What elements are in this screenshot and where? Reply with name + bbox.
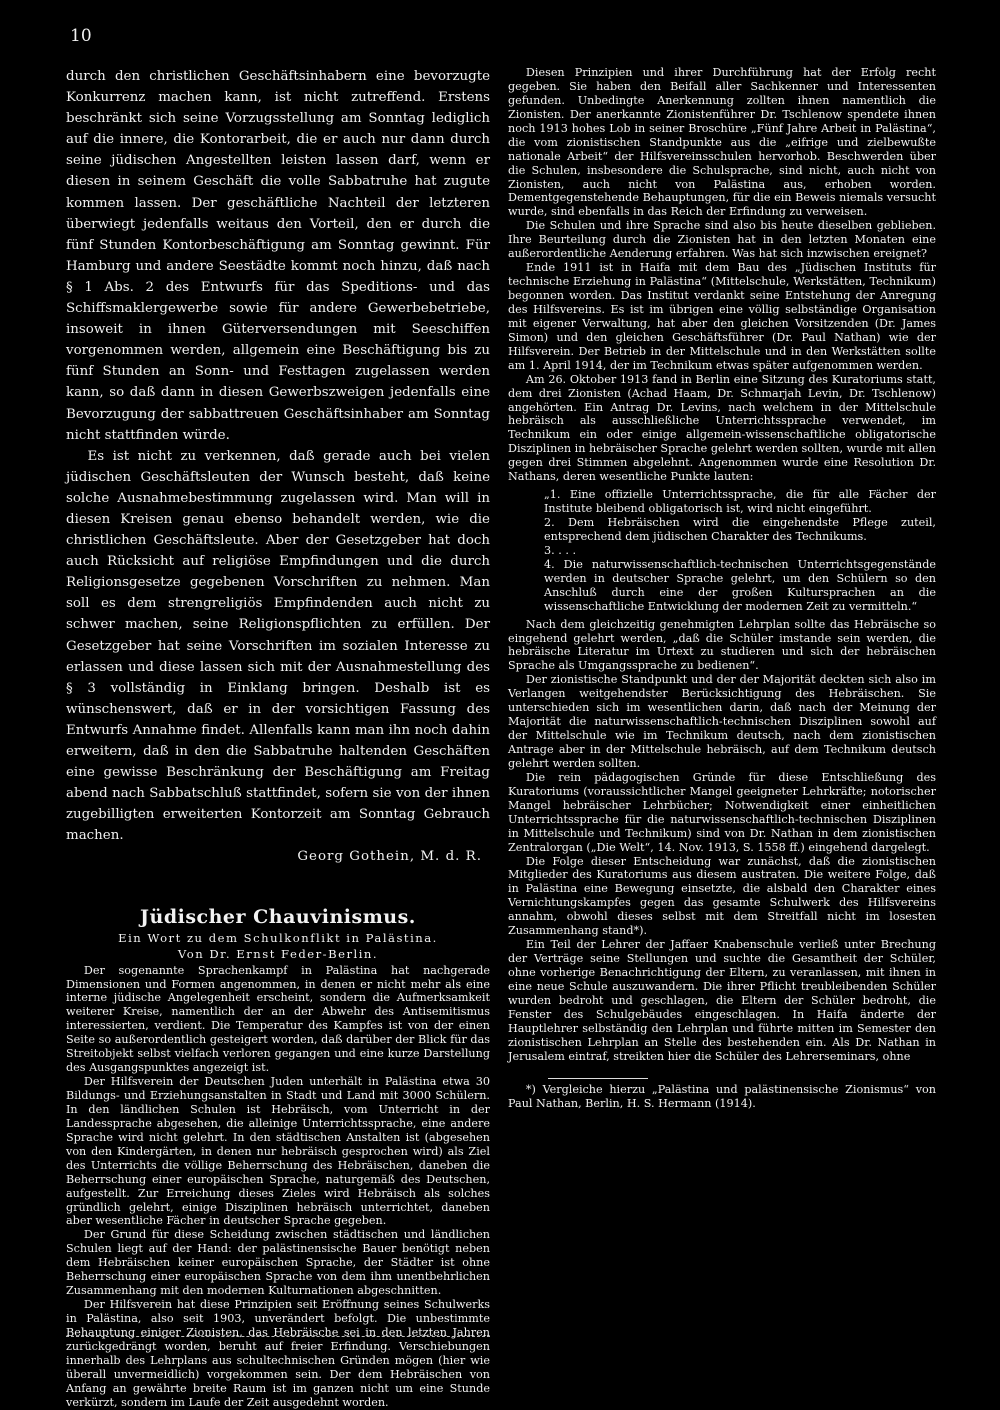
signature: Georg Gothein, M. d. R.	[297, 849, 482, 865]
list-item: 4. Die naturwissenschaftlich-technischen Unterrichtsgegenstände werden in deutscher Sprache gelehrt, um den Schülern so den Anschluß durch eine der großen Kultursprachen an die wissenschaftliche Entwicklung der modernen Zeit zu vermitteln.“	[544, 557, 936, 613]
article-title: Jüdischer Chauvinismus.	[140, 905, 416, 928]
paragraph: Der Hilfsverein hat diese Prinzipien seit Eröffnung seines Schulwerks in Palästina, also seit 1903, unverändert befolgt. Die unbestimmte Behauptung einiger Zionisten, das Hebräische sei in den letzten Jahren zurückgedrängt worden, beruht auf freier Erfindung. Verschiebungen innerhalb des Lehrplans aus schultechnischen Gründen mögen (hier wie überall unvermeidlich) vorgekommen sein. Der dem Hebräischen von Anfang an gewährte breite Raum ist im ganzen nicht um eine Stunde verkürzt, sondern im Laufe der Zeit ausgedehnt worden.	[66, 1298, 490, 1409]
article-author: Von Dr. Ernst Feder-Berlin.	[177, 946, 379, 961]
list-item: 3. . . .	[544, 543, 577, 557]
paragraph: Die rein pädagogischen Gründe für diese Entschließung des Kuratoriums (voraussichtlicher Mangel geeigneter Lehrkräfte; notorischer Mangel hebräischer Lehrbücher; Notwendigkeit einer einheitlichen Unterrichtssprache für die naturwissenschaftlich-technischen Disziplinen in Mittelschule und Technikum) sind von Dr. Nathan in dem zionistischen Zentralorgan („Die Welt“, 14. Nov. 1913, S. 1558 ff.) eingehend dargelegt.	[508, 770, 936, 854]
footnote: *) Vergleiche hierzu „Palästina und palästinensische Zionismus“ von Paul Nathan, Berlin, H. S. Hermann (1914).	[508, 1082, 936, 1110]
paragraph: Nach dem gleichzeitig genehmigten Lehrplan sollte das Hebräische so eingehend gelehrt werden, „daß die Schüler imstande sein werden, die hebräische Literatur im Urtext zu studieren und sich der hebräischen Sprache als Umgangssprache zu bedienen“.	[508, 617, 936, 673]
list-item: 2. Dem Hebräischen wird die eingehendste Pflege zuteil, entsprechend dem jüdischen Charakter des Technikums.	[544, 516, 936, 543]
footnote-divider	[548, 1078, 648, 1079]
article-subtitle: Ein Wort zu dem Schulkonflikt in Palästina.	[118, 930, 438, 945]
bottom-divider	[66, 1336, 490, 1337]
paragraph: durch den christlichen Geschäftsinhabern eine bevorzugte Konkurrenz machen kann, ist nicht zutreffend. Erstens beschränkt sich seine Vorzugsstellung am Sonntag lediglich auf die innere, die Kontorarbeit, die er auch nur dann durch seine jüdischen Angestellten leisten lassen darf, wenn er diesen in seinem Geschäft die volle Sabbatruhe hat zugute kommen lassen. Der geschäftliche Nachteil der letzteren überwiegt jedenfalls weitaus den Vorteil, den er durch die fünf Stunden Kontorbeschäftigung am Sonntag gewinnt. Für Hamburg und andere Seestädte kommt noch hinzu, daß nach § 1 Abs. 2 des Entwurfs für das Speditions- und das Schiffsmaklergewerbe sowie für andere Gewerbebetriebe, insoweit in ihnen Güterversendungen mit Seeschiffen vorgenommen werden, allgemein eine Beschäftigung bis zu fünf Stunden an Sonn- und Festtagen zugelassen werden kann, so daß dann in diesen Gewerbszweigen jedenfalls eine Bevorzugung der sabbattreuen Geschäftsinhaber am Sonntag nicht stattfinden würde.	[66, 69, 490, 443]
paragraph: Der Hilfsverein der Deutschen Juden unterhält in Palästina etwa 30 Bildungs- und Erziehungsanstalten in Stadt und Land mit 3000 Schülern. In den ländlichen Schulen ist Hebräisch, vom Unterricht in der Landessprache abgesehen, die alleinige Unterrichtssprache, eine andere Sprache wird nicht gelehrt. In den städtischen Anstalten ist (abgesehen von den Kindergärten, in denen nur hebräisch gesprochen wird) als Ziel des Unterrichts die völlige Beherrschung des Hebräischen, daneben die Beherrschung einer europäischen Sprache, naturgemäß des Deutschen, aufgestellt. Zur Erreichung dieses Zieles wird Hebräisch als solches gründlich gelehrt, einige Disziplinen hebräisch unterrichtet, daneben aber wesentliche Fächer in deutscher Sprache gegeben.	[66, 1075, 490, 1228]
page-number: 10	[70, 26, 92, 46]
resolution-list	[508, 488, 936, 613]
paragraph: Ende 1911 ist in Haifa mit dem Bau des „Jüdischen Instituts für technische Erziehung in Palästina“ (Mittelschule, Werkstätten, Technikum) begonnen worden. Das Institut verdankt seine Entstehung der Anregung des Hilfsvereins. Es ist im übrigen eine völlig selbständige Organisation mit eigener Verwaltung, hat aber den gleichen Vorsitzenden (Dr. James Simon) und den gleichen Geschäftsführer (Dr. Paul Nathan) wie der Hilfsverein. Der Betrieb in der Mittelschule und in den Werkstätten sollte am 1. April 1914, der im Technikum etwas später aufgenommen werden.	[508, 261, 936, 372]
paragraph: Es ist nicht zu verkennen, daß gerade auch bei vielen jüdischen Geschäftsleuten der Wunsch besteht, daß keine solche Ausnahmebestimmung zugelassen wird. Man will in diesen Kreisen genau ebenso behandelt werden, wie die christlichen Geschäftsleute. Aber der Gesetzgeber hat doch auch Rücksicht auf religiöse Empfindungen und die durch Religionsgesetze gegebenen Vorschriften zu nehmen. Man soll es dem strengreligiös Empfindenden auch nicht zu schwer machen, seine Religionspflichten zu erfüllen. Der Gesetzgeber hat seine Vorschriften im sozialen Interesse zu erlassen und diese lassen sich mit der Ausnahmestellung des § 3 vollständig in Einklang bringen. Deshalb ist es wünschenswert, daß er in der vorsichtigen Fassung des Entwurfs Annahme findet. Allenfalls kann man ihn noch dahin erweitern, daß in den die Sabbatruhe haltenden Geschäften eine gewisse Beschränkung der Beschäftigung am Freitag abend nach Sabbatschluß stattfindet, sofern sie von der ihnen zugebilligten erweiterten Kontorzeit am Sonntag Gebrauch machen.	[66, 448, 490, 844]
paragraph: Der Grund für diese Scheidung zwischen städtischen und ländlichen Schulen liegt auf der Hand: der palästinensische Bauer benötigt neben dem Hebräischen keiner europäischen Sprache, der Städter ist ohne Beherrschung einer europäischen Sprache von dem ihm unentbehrlichen Zusammenhang mit den modernen Kulturnationen abgeschnitten.	[66, 1228, 490, 1298]
left-column	[66, 66, 490, 1410]
paragraph: Die Folge dieser Entscheidung war zunächst, daß die zionistischen Mitglieder des Kuratoriums aus diesem austraten. Die weitere Folge, daß in Palästina eine Bewegung einsetzte, die alsbald den Charakter eines Vernichtungskampfes gegen das gesamte Schulwerk des Hilfsvereins annahm, obwohl dieses selbst mit dem Streitfall nicht im losesten Zusammenhang stand*).	[508, 854, 936, 938]
paragraph: Am 26. Oktober 1913 fand in Berlin eine Sitzung des Kuratoriums statt, dem drei Zionisten (Achad Haam, Dr. Schmarjah Levin, Dr. Tschlenow) angehörten. Ein Antrag Dr. Levins, nach welchem in der Mittelschule hebräisch als ausschließliche Unterrichtssprache verwendet, im Technikum ein oder einige allgemein-wissenschaftliche obligatorische Disziplinen in hebräischer Sprache gelehrt werden sollten, wurde mit allen gegen drei Stimmen abgelehnt. Angenommen wurde eine Resolution Dr. Nathans, deren wesentliche Punkte lauten:	[508, 372, 936, 484]
paragraph: Ein Teil der Lehrer der Jaffaer Knabenschule verließ unter Brechung der Verträge seine Stellungen und suchte die Gesamtheit der Schüler, ohne vorherige Benachrichtigung der Eltern, zu veranlassen, mit ihnen in eine neue Schule auszuwandern. Die ihrer Pflicht treubleibenden Schüler wurden bedroht und geschlagen, die Eltern der Schüler bedroht, die Fenster des Schulgebäudes eingeschlagen. In Haifa änderte der Hauptlehrer selbständig den Lehrplan und führte mitten im Semester den zionistischen Lehrplan an Stelle des bestehenden ein. Als Dr. Nathan in Jerusalem eintraf, streikten hier die Schüler des Lehrerseminars, ohne	[508, 938, 936, 1063]
paragraph: Der zionistische Standpunkt und der der Majorität deckten sich also im Verlangen weitgehendster Berücksichtigung des Hebräischen. Sie unterschieden sich im wesentlichen darin, daß nach der Meinung der Majorität die naturwissenschaftlich-technischen Disziplinen sowohl auf der Mittelschule wie im Technikum deutsch, nach dem zionistischen Antrage aber in der Mittelschule hebräisch, auf dem Technikum deutsch gelehrt werden sollten.	[508, 673, 936, 770]
paragraph: Der sogenannte Sprachenkampf in Palästina hat nachgerade Dimensionen und Formen angenommen, in denen er nicht mehr als eine interne jüdische Angelegenheit erscheint, sondern die Aufmerksamkeit weiterer Kreise, namentlich der an der Abwehr des Antisemitismus interessierten, verdient. Die Temperatur des Kampfes ist von der einen Seite so außerordentlich gesteigert worden, daß darüber der Blick für das Streitobjekt selbst vielfach verloren gegangen und eine kurze Darstellung des Ausgangspunktes angezeigt ist.	[66, 963, 490, 1075]
right-column	[508, 66, 936, 1110]
paragraph: Die Schulen und ihre Sprache sind also bis heute dieselben geblieben. Ihre Beurteilung durch die Zionisten hat in den letzten Monaten eine außerordentliche Aenderung erfahren. Was hat sich inzwischen ereignet?	[508, 219, 936, 261]
list-item: „1. Eine offizielle Unterrichtssprache, die für alle Fächer der Institute bleibend obligatorisch ist, wird nicht eingeführt.	[544, 488, 936, 516]
paragraph: Diesen Prinzipien und ihrer Durchführung hat der Erfolg recht gegeben. Sie haben den Beifall aller Sachkenner und Interessenten gefunden. Unbedingte Anerkennung zollten ihnen namentlich die Zionisten. Der anerkannte Zionistenführer Dr. Tschlenow spendete ihnen noch 1913 hohes Lob in seiner Broschüre „Fünf Jahre Arbeit in Palästina“, die vom zionistischen Standpunkte aus die „eifrige und zielbewußte nationale Arbeit“ der Hilfsvereinsschulen hervorhob. Beschwerden über die Schulen, insbesondere die Schulsprache, sind nicht, auch nicht von Zionisten, auch nicht von Palästina aus, erhoben worden. Dementgegenstehende Behauptungen, für die ein Beweis niemals versucht wurde, sind ebenfalls in das Reich der Erfindung zu verweisen.	[508, 66, 936, 219]
